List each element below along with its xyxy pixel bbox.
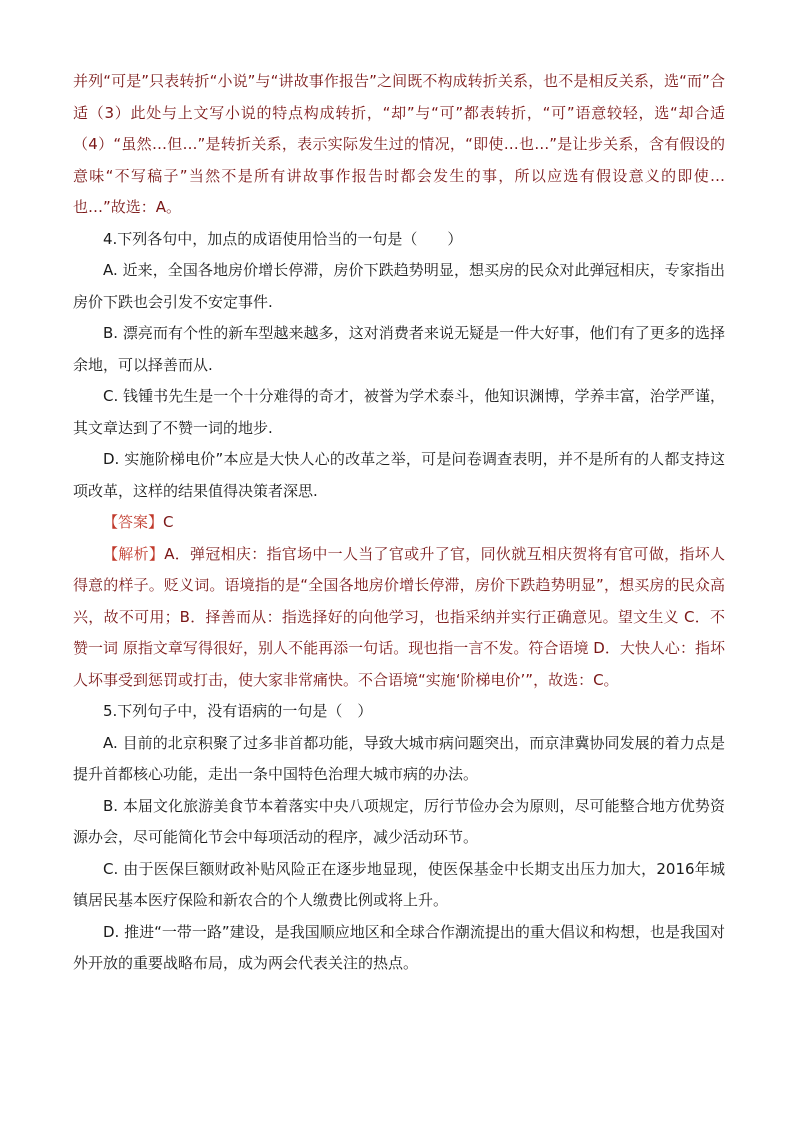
question-4-analysis — [73, 539, 725, 697]
question-4-answer — [73, 507, 725, 539]
question-4-option-a: A. 近来，全国各地房价增长停滞，房价下跌趋势明显，想买房的民众对此弹冠相庆，专家指出房价下跌也会引发不安定事件. — [73, 261, 725, 311]
document-content — [73, 66, 725, 980]
analysis-label: 【解析】 — [103, 544, 165, 563]
question-4-option-d: D. 实施阶梯电价”本应是大快人心的改革之举，可是问卷调查表明，并不是所有的人都支持这项改革，这样的结果值得决策者深思. — [73, 450, 725, 500]
question-5-option-b: B. 本届文化旅游美食节本着落实中央八项规定，厉行节俭办会为原则，尽可能整合地方优势资源办会，尽可能简化节会中每项活动的程序，减少活动环节。 — [73, 796, 725, 846]
answer-value: C — [163, 513, 174, 531]
question-5-option-d: D. 推进“一带一路”建设，是我国顺应地区和全球合作潮流提出的重大倡议和构想，也是我国对外开放的重要战略布局，成为两会代表关注的热点。 — [73, 922, 725, 972]
answer-label: 【答案】 — [103, 513, 164, 531]
analysis-text: A．弹冠相庆：指官场中一人当了官或升了官，同伙就互相庆贺将有官可做，指坏人得意的样子。贬义词。语境指的是“全国各地房价增长停滞，房价下跌趋势明显”，想买房的民众高兴，故不可用；B．择善而从：指选择好的向他学习，也指采纳并实行正确意见。望文生义 C．不赞一词 原指文章写得很好，别人不能再添一句话。现也指一言不发。符合语境 D．大快人心：指坏人坏事受到惩罚或打击，使大家非常痛快。不合语境“实施‘阶梯电价’”，故选：C。 — [73, 544, 725, 689]
question-4-option-b: B. 漂亮而有个性的新车型越来越多，这对消费者来说无疑是一件大好事，他们有了更多的选择余地，可以择善而从. — [73, 324, 725, 374]
question-4-stem: 4.下列各句中，加点的成语使用恰当的一句是（ ） — [103, 229, 463, 248]
previous-answer-explanation: 并列“可是”只表转折“小说”与“讲故事作报告”之间既不构成转折关系，也不是相反关系，选“而”合适（3）此处与上文写小说的特点构成转折，“却”与“可”都表转折，“可”语意较轻，选“却合适（4）“虽然…但…”是转折关系，表示实际发生过的情况，“即使…也…”是让步关系，含有假设的意味“不写稿子”当然不是所有讲故事作报告时都会发生的事，所以应选有假设意义的即使…也…”故选：A。 — [73, 72, 725, 216]
question-5-option-a: A. 目前的北京积聚了过多非首都功能，导致大城市病问题突出，而京津冀协同发展的着力点是提升首都核心功能，走出一条中国特色治理大城市病的办法。 — [73, 733, 725, 783]
question-4-option-c: C. 钱锺书先生是一个十分难得的奇才，被誉为学术泰斗，他知识渊博，学养丰富，治学严谨，其文章达到了不赞一词的地步. — [73, 387, 725, 437]
question-5-option-c: C. 由于医保巨额财政补贴风险正在逐步地显现，使医保基金中长期支出压力加大，2016年城镇居民基本医疗保险和新农合的个人缴费比例或将上升。 — [73, 859, 726, 909]
question-5-stem: 5.下列句子中，没有语病的一句是（ ） — [103, 702, 373, 720]
